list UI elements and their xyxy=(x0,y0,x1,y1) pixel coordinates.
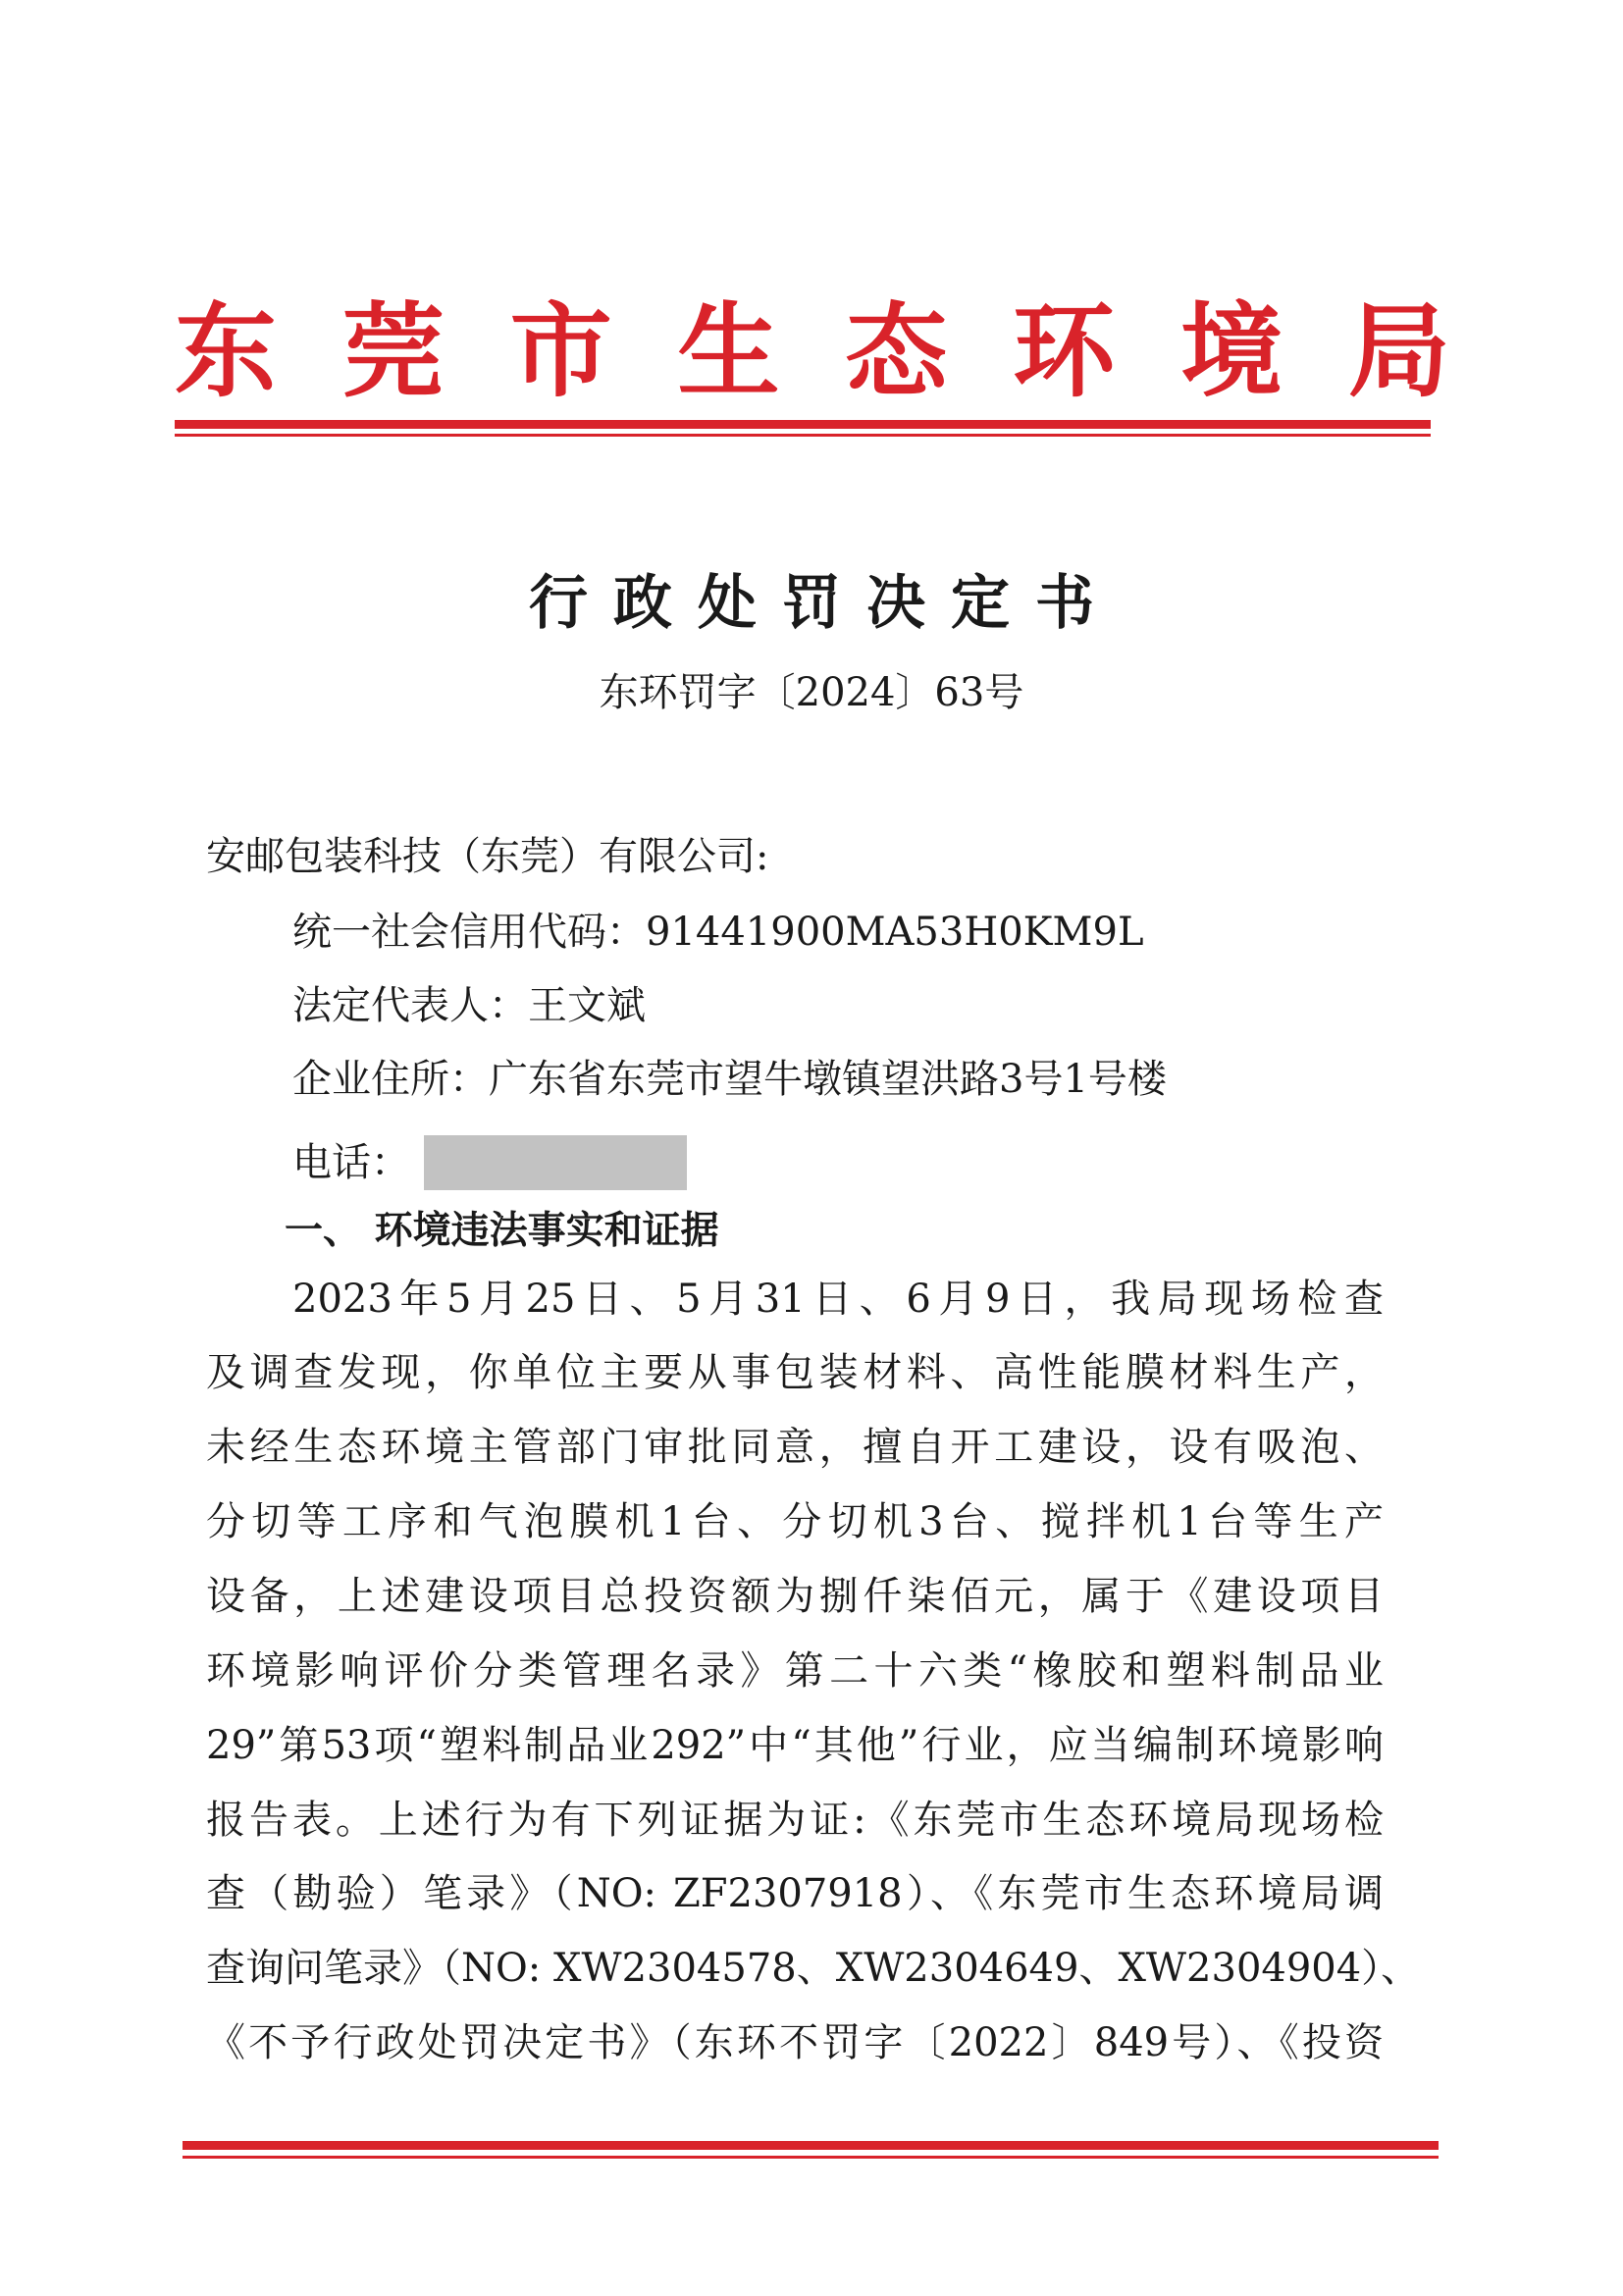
section-heading: 一、 环境违法事实和证据 xyxy=(285,1209,719,1253)
letterhead-red-rule-thick xyxy=(175,420,1431,429)
letterhead-char: 市 xyxy=(509,290,612,411)
paragraph-line: 及调查发现，你单位主要从事包装材料、高性能膜材料生产， xyxy=(206,1350,1384,1395)
paragraph-line: 29”第53项“塑料制品业292”中“其他”行业，应当编制环境影响 xyxy=(206,1723,1384,1768)
letterhead-org-name xyxy=(175,292,1450,410)
paragraph-line: 未经生态环境主管部门审批同意，擅自开工建设，设有吸泡、 xyxy=(206,1425,1384,1470)
phone-label: 电话： xyxy=(292,1140,410,1185)
letterhead-char: 环 xyxy=(1013,290,1116,411)
paragraph-line: 设备，上述建设项目总投资额为捌仟柒佰元，属于《建设项目 xyxy=(206,1574,1384,1619)
letterhead-char: 态 xyxy=(845,290,948,411)
document-number: 东环罚字〔2024〕63号 xyxy=(599,670,1024,715)
letterhead-char: 东 xyxy=(175,290,278,411)
letterhead-char: 生 xyxy=(677,290,780,411)
document-title: 行政处罚决定书 xyxy=(529,569,1120,638)
letterhead-red-rule-thin xyxy=(175,434,1431,437)
addressee: 安邮包装科技（东莞）有限公司: xyxy=(206,834,769,879)
phone-redaction-box xyxy=(424,1135,687,1190)
letterhead-char: 局 xyxy=(1347,290,1450,411)
footer-red-rule-thick xyxy=(183,2141,1439,2150)
credit-code: 统一社会信用代码：91441900MA53H0KM9L xyxy=(292,910,1144,955)
footer-red-rule-thin xyxy=(183,2156,1439,2159)
legal-representative: 法定代表人：王文斌 xyxy=(292,983,646,1028)
phone-row xyxy=(292,1135,687,1190)
paragraph-line: 报告表。上述行为有下列证据为证:《东莞市生态环境局现场检 xyxy=(206,1798,1384,1843)
paragraph-line: 环境影响评价分类管理名录》第二十六类“橡胶和塑料制品业 xyxy=(206,1648,1384,1694)
paragraph-line: 《不予行政处罚决定书》（东环不罚字〔2022〕849号）、《投资 xyxy=(206,2020,1384,2065)
paragraph-line: 查询问笔录》（NO: XW2304578、XW2304649、XW2304904）、 xyxy=(206,1946,1421,1991)
paragraph-line: 分切等工序和气泡膜机1台、分切机3台、搅拌机1台等生产 xyxy=(206,1499,1384,1544)
paragraph-line: 查（勘验）笔录》（NO: ZF2307918）、《东莞市生态环境局调 xyxy=(206,1871,1384,1916)
enterprise-address: 企业住所：广东省东莞市望牛墩镇望洪路3号1号楼 xyxy=(292,1057,1167,1102)
letterhead-char: 莞 xyxy=(341,290,445,411)
paragraph-line: 2023年5月25日、5月31日、6月9日，我局现场检查 xyxy=(292,1277,1384,1322)
letterhead-char: 境 xyxy=(1180,290,1283,411)
